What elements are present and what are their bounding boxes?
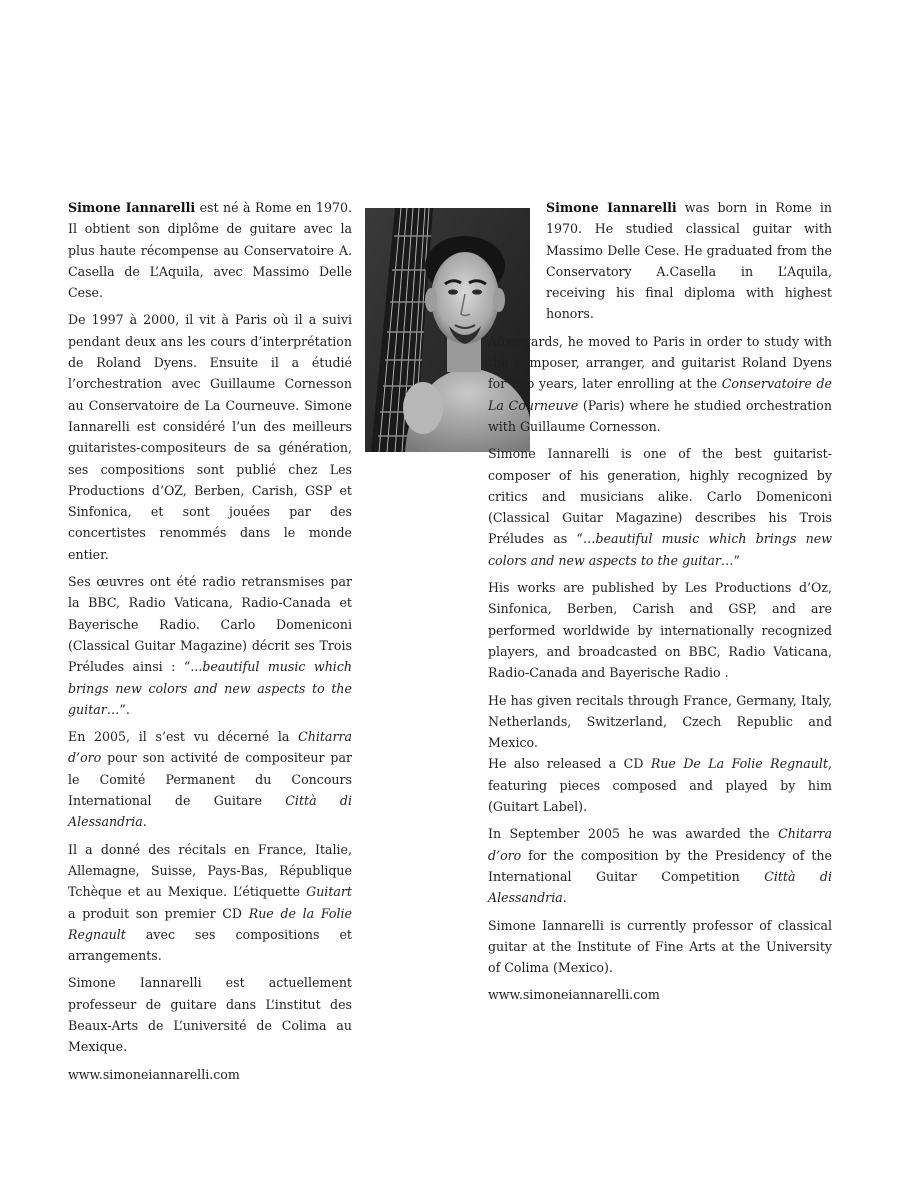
en-paragraph-4: His works are published by Les Productions d’Oz, Sinfonica, Berben, Carish and GSP, and are performed worldwide by internationally recognized players, and broadcasted on BBC, Radio Vaticana, Radio-Canada and Bayerische Radio . [488,580,832,681]
en-p6-contest: Città di Alessandria [488,868,832,906]
en-paragraph-1 [488,197,832,325]
fr-p5-c: avec ses compositions et arrangements. [68,926,352,964]
en-p2-a: Afterwards, he moved to Paris in order to study with the composer, arranger, and guitarist Roland Dyens for two years, later enrolling at the [488,333,832,392]
en-p1-text: was born in Rome in 1970. He studied classical guitar with Massimo Delle Cese. He graduated from the Conservatory A.Casella in L’Aquila, receiving his final diploma with highest honors. [546,200,832,322]
fr-paragraph-1 [68,197,352,303]
fr-p3-text: Ses œuvres ont été radio retransmises par la BBC, Radio Vaticana, Radio-Canada et Bayerische Radio. Carlo Domeniconi (Classical Guitar Magazine) décrit ses Trois Préludes ainsi : “ [68,574,352,675]
fr-website-link[interactable]: www.simoneiannarelli.com [68,1066,240,1082]
en-paragraph-5 [488,690,832,818]
fr-p3-quote: ...beautiful music which brings new colors and new aspects to the guitar… [68,659,352,717]
en-p6-award: Chitarra d’oro [488,826,832,863]
fr-paragraph-4 [68,726,352,832]
fr-p4-b: pour son activité de compositeur par le Comité Permanent du Concours International de Guitare [68,750,352,809]
fr-name: Simone Iannarelli [68,200,196,215]
fr-p3-end: ”. [119,701,130,717]
en-paragraph-3 [488,443,832,571]
en-paragraph-2 [488,331,832,437]
french-biography [68,197,352,1091]
en-p3-end: ” [733,552,740,568]
fr-p5-label: Guitart [306,884,352,900]
en-p5-line1: He has given recitals through France, Germany, Italy, Netherlands, Switzerland, Czech Republic and Mexico. [488,692,832,751]
en-name: Simone Iannarelli [546,200,677,215]
fr-paragraph-2: De 1997 à 2000, il vit à Paris où il a suivi pendant deux ans les cours d’interprétation de Roland Dyens. Ensuite il a étudié l’orchestration avec Guillaume Cornesson au Conservatoire de La Courneuve. Simone Iannarelli est considéré l’un des meilleurs guitaristes-compositeurs de sa génération, ses compositions sont publié chez Les Productions d’OZ, Berben, Carish, GSP et Sinfonica, et sont jouées par des concertistes renommés dans le monde entier. [68,312,352,562]
en-p3-quote: …beautiful music which brings new colors and new aspects to the guitar… [488,531,832,568]
fr-p4-contest: Città di Alessandria [68,793,353,830]
fr-p1-text: est né à Rome en 1970. Il obtient son diplôme de guitare avec la plus haute récompense au Conservatoire A. Casella de L’Aquila, avec Massimo Delle Cese. [68,200,352,301]
english-biography [488,197,832,1012]
fr-p4-award: Chitarra d’oro [68,729,352,766]
en-paragraph-6 [488,823,832,908]
en-p2-b: (Paris) where he studied orchestration with Guillaume Cornesson. [488,397,832,434]
en-website-link[interactable]: www.simoneiannarelli.com [488,987,660,1003]
en-p3-text: Simone Iannarelli is one of the best guitarist-composer of his generation, highly recognized by critics and musicians alike. Carlo Domeniconi (Classical Guitar Magazine) describes his Trois Préludes as “ [488,446,832,547]
en-p5-b: featuring pieces composed and played by him (Guitart Label). [488,777,832,815]
en-p6-b: for the composition by the Presidency of the International Guitar Competition [488,847,832,884]
fr-paragraph-6: Simone Iannarelli est actuellement professeur de guitare dans L’institut des Beaux-Arts de L’université de Colima au Mexique. [68,975,352,1055]
fr-paragraph-5 [68,839,352,967]
fr-p5-cd: Rue de la Folie Regnault [68,905,352,942]
fr-paragraph-3 [68,571,352,720]
en-p5-cd: Rue De La Folie Regnault, [650,756,832,772]
en-p5-a: He also released a CD [488,756,651,772]
fr-p4-c: . [142,814,147,830]
fr-p5-b: a produit son premier CD [68,905,249,921]
en-p6-c: . [562,890,567,906]
en-p2-school: Conservatoire de La Courneuve [488,376,832,413]
en-p6-a: In September 2005 he was awarded the [488,826,779,842]
fr-p5-a: Il a donné des récitals en France, Italie, Allemagne, Suisse, Pays-Bas, République Tchèque et au Mexique. L’étiquette [68,841,352,900]
en-paragraph-7: Simone Iannarelli is currently professor of classical guitar at the Institute of Fine Arts at the University of Colima (Mexico). [488,917,832,976]
fr-p4-a: En 2005, il s’est vu décerné la [68,729,299,745]
